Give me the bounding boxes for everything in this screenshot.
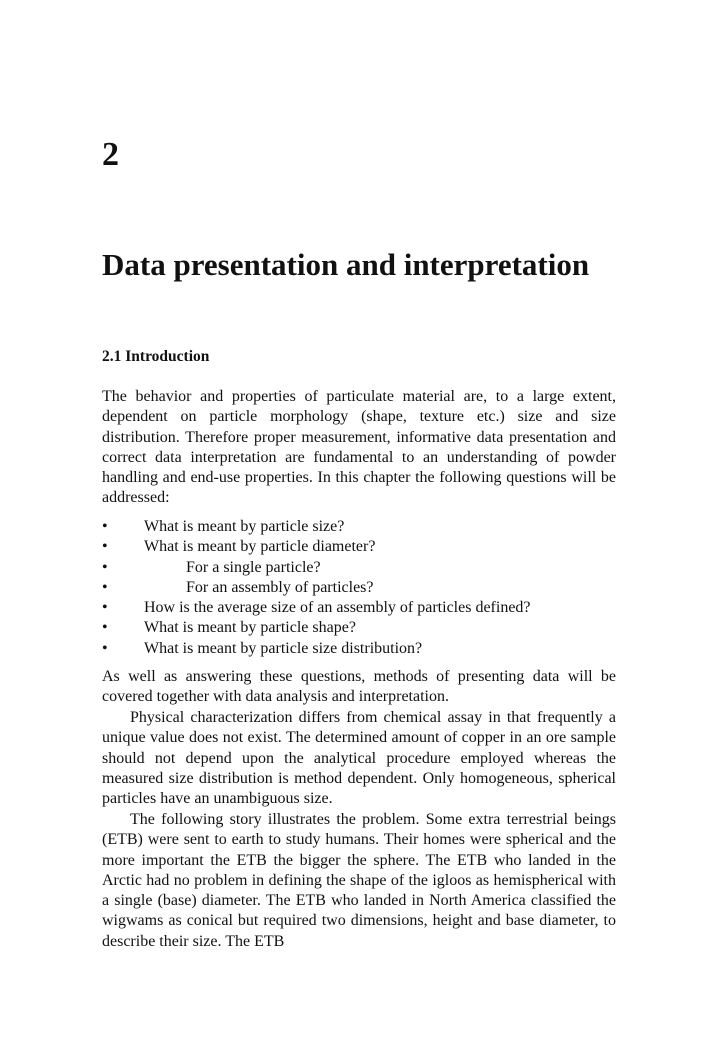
question-text: For an assembly of particles?: [186, 578, 374, 596]
bullet-icon: •: [102, 538, 108, 556]
question-subitem: [102, 578, 616, 598]
question-list: [102, 517, 616, 659]
question-text: For a single particle?: [186, 558, 321, 576]
question-text: What is meant by particle shape?: [144, 619, 356, 637]
question-text: What is meant by particle size distribution?: [144, 639, 423, 657]
question-item: [102, 618, 616, 638]
question-item: [102, 639, 616, 659]
question-text: How is the average size of an assembly of particles defined?: [144, 599, 531, 617]
bullet-icon: •: [102, 599, 108, 617]
bullet-icon: •: [102, 619, 108, 637]
section-heading: 2.1 Introduction: [102, 348, 210, 365]
bullet-icon: •: [102, 578, 108, 596]
question-item: [102, 598, 616, 618]
chapter-title: Data presentation and interpretation: [102, 247, 590, 282]
after-list-paragraph: As well as answering these questions, methods of presenting data will be covered together with data analysis and interpretation.: [102, 668, 616, 706]
bullet-icon: •: [102, 518, 108, 535]
question-item: [102, 517, 616, 537]
question-text: What is meant by particle diameter?: [144, 538, 376, 556]
bullet-icon: •: [102, 558, 108, 576]
question-text: What is meant by particle size?: [144, 518, 345, 535]
question-item: [102, 537, 616, 557]
physical-characterization-paragraph: Physical characterization differs from chemical assay in that frequently a unique value does not exist. The determined amount of copper in an ore sample should not depend upon the analytical procedure employed whereas the measured size distribution is method dependent. Only homogeneous, spherical particles have an unambiguous size.: [102, 709, 616, 808]
question-subitem: [102, 558, 616, 578]
chapter-number: 2: [102, 136, 119, 173]
bullet-icon: •: [102, 639, 108, 657]
intro-paragraph: The behavior and properties of particulate material are, to a large extent, dependent on particle morphology (shape, texture etc.) size and size distribution. Therefore proper measurement, informative data presentation and correct data interpretation are fundamental to an understanding of powder handling and end-use properties. In this chapter the following questions will be addressed:: [102, 388, 616, 507]
etb-story-paragraph: The following story illustrates the problem. Some extra terrestrial beings (ETB) were sent to earth to study humans. Their homes were spherical and the more important the ETB the bigger the sphere. The ETB who landed in the Arctic had no problem in defining the shape of the igloos as hemispherical with a single (base) diameter. The ETB who landed in North America classified the wigwams as conical but required two dimensions, height and base diameter, to describe their size. The ETB: [102, 811, 616, 950]
